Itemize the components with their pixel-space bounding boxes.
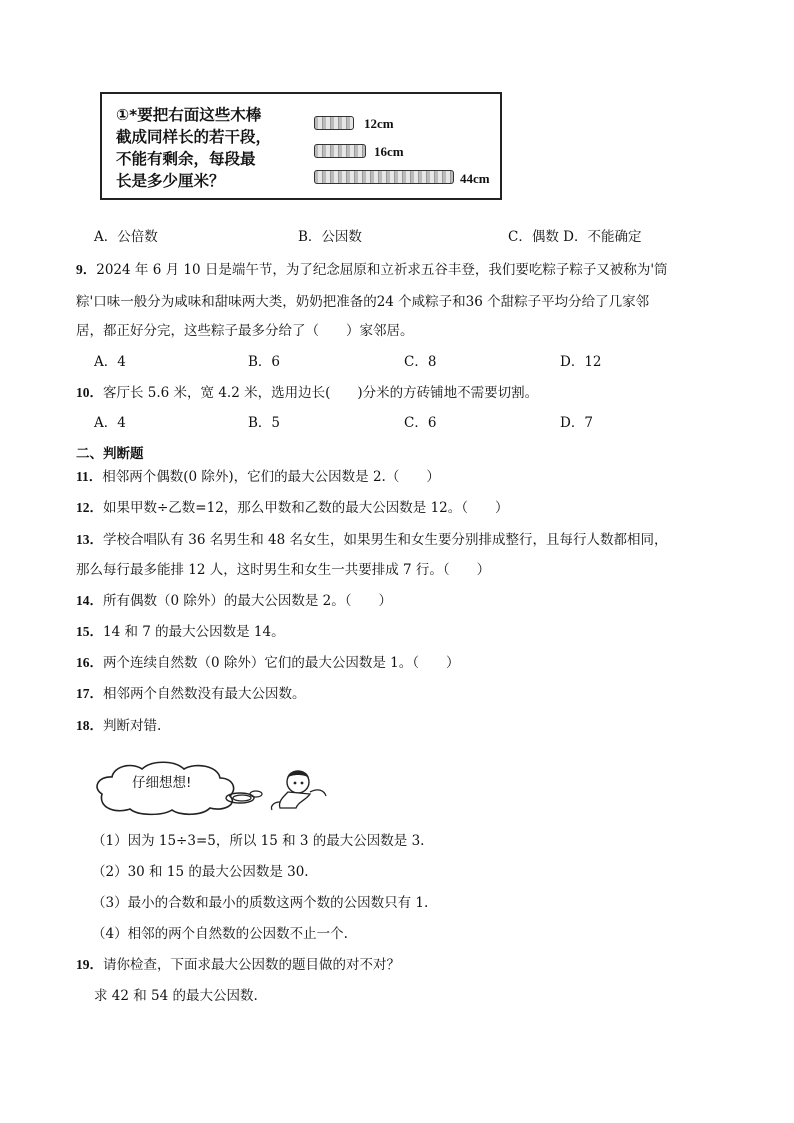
q9-option-b[interactable]: B．6 (248, 354, 281, 370)
q18-item-1: （1）因为 15÷3=5，所以 15 和 3 的最大公因数是 3. (92, 833, 425, 849)
q19-number: 19． (76, 957, 103, 972)
q10-number: 10． (76, 385, 103, 400)
q13-line-1 (76, 530, 668, 550)
stick-label-12cm: 12cm (364, 116, 394, 131)
thinking-cartoon-illustration (92, 758, 342, 818)
q10-text: 客厅长 5.6 米，宽 4.2 米，选用边长( )分米的方砖铺地不需要切割。 (103, 385, 539, 401)
q14-number: 14． (76, 593, 103, 608)
q10-option-c[interactable]: C．6 (404, 415, 437, 431)
q9-option-d[interactable]: D．12 (560, 354, 602, 370)
q15-line (76, 622, 285, 642)
stick-44cm (314, 170, 454, 184)
figure-line: ①*要把右面这些木棒 (116, 106, 262, 124)
q10-option-a[interactable]: A．4 (94, 415, 126, 431)
q10-option-b[interactable]: B．5 (248, 415, 281, 431)
q8-option-a[interactable]: A．公倍数 (94, 229, 158, 245)
cloud-text: 仔细想想! (132, 775, 192, 791)
q19-text: 请你检查，下面求最大公因数的题目做的对不对？ (103, 957, 400, 973)
q16-text: 两个连续自然数（0 除外）它们的最大公因数是 1。（ ） (103, 655, 460, 671)
q18-item-4: （4）相邻的两个自然数的公因数不止一个. (92, 926, 348, 942)
q9-line-3: 居，都正好分完，这些粽子最多分给了（ ）家邻居。 (76, 323, 414, 339)
q17-text: 相邻两个自然数没有最大公因数。 (103, 686, 306, 702)
q9-line-1 (76, 260, 668, 280)
section-title-judgement: 二、判断题 (76, 446, 144, 462)
q12-number: 12． (76, 500, 103, 515)
q9-option-a[interactable]: A．4 (94, 354, 126, 370)
q15-text: 14 和 7 的最大公因数是 14。 (103, 624, 285, 640)
wood-stick-figure (100, 92, 502, 200)
figure-line: 截成同样长的若干段， (116, 128, 272, 146)
q17-number: 17． (76, 686, 103, 701)
figure-line: 不能有剩余，每段最 (116, 150, 256, 168)
q9-number: 9． (76, 262, 97, 277)
stick-label-44cm: 44cm (460, 171, 490, 186)
q11-line (76, 467, 440, 487)
q8-option-b[interactable]: B．公因数 (298, 229, 362, 245)
q18-number: 18． (76, 718, 103, 733)
q12-text: 如果甲数÷乙数=12，那么甲数和乙数的最大公因数是 12。（ ） (103, 500, 509, 516)
q19-sub: 求 42 和 54 的最大公因数. (94, 988, 258, 1004)
q13-number: 13． (76, 532, 103, 547)
q9-option-c[interactable]: C．8 (404, 354, 437, 370)
q11-text: 相邻两个偶数(0 除外)，它们的最大公因数是 2.（ ） (102, 469, 440, 485)
q16-number: 16． (76, 655, 103, 670)
q18-item-3: （3）最小的合数和最小的质数这两个数的公因数只有 1. (92, 895, 429, 911)
q13-line-2: 那么每行最多能排 12 人，这时男生和女生一共要排成 7 行。（ ） (76, 562, 491, 578)
child-figure-icon (271, 771, 326, 811)
q17-line (76, 684, 306, 704)
q8-option-cd[interactable]: C．偶数 D．不能确定 (508, 229, 642, 245)
q15-number: 15． (76, 624, 103, 639)
figure-question-text (116, 104, 271, 192)
q9-text: 2024 年 6 月 10 日是端午节，为了纪念屈原和立祈求五谷丰登，我们要吃粽子粽子又被称为'筒 (96, 262, 668, 278)
q14-text: 所有偶数（0 除外）的最大公因数是 2。（ ） (103, 593, 393, 609)
q10-line (76, 383, 538, 403)
q10-option-d[interactable]: D．7 (560, 415, 593, 431)
q16-line (76, 653, 460, 673)
q9-line-2: 粽'口味一般分为咸味和甜味两大类，奶奶把准备的24 个咸粽子和36 个甜粽子平均分给了几家邻 (76, 294, 650, 310)
q18-text: 判断对错. (103, 718, 162, 734)
q12-line (76, 498, 509, 518)
stick-label-16cm: 16cm (374, 144, 404, 159)
figure-line: 长是多少厘米？ (116, 172, 225, 190)
q14-line (76, 591, 392, 611)
q11-number: 11． (76, 469, 103, 484)
q13-text: 学校合唱队有 36 名男生和 48 名女生，如果男生和女生要分别排成整行，且每行人数都相同， (103, 532, 668, 548)
q19-line (76, 955, 400, 975)
stick-12cm (314, 116, 354, 130)
stick-16cm (314, 144, 366, 158)
q18-line (76, 716, 161, 736)
q18-item-2: （2）30 和 15 的最大公因数是 30. (92, 864, 309, 880)
